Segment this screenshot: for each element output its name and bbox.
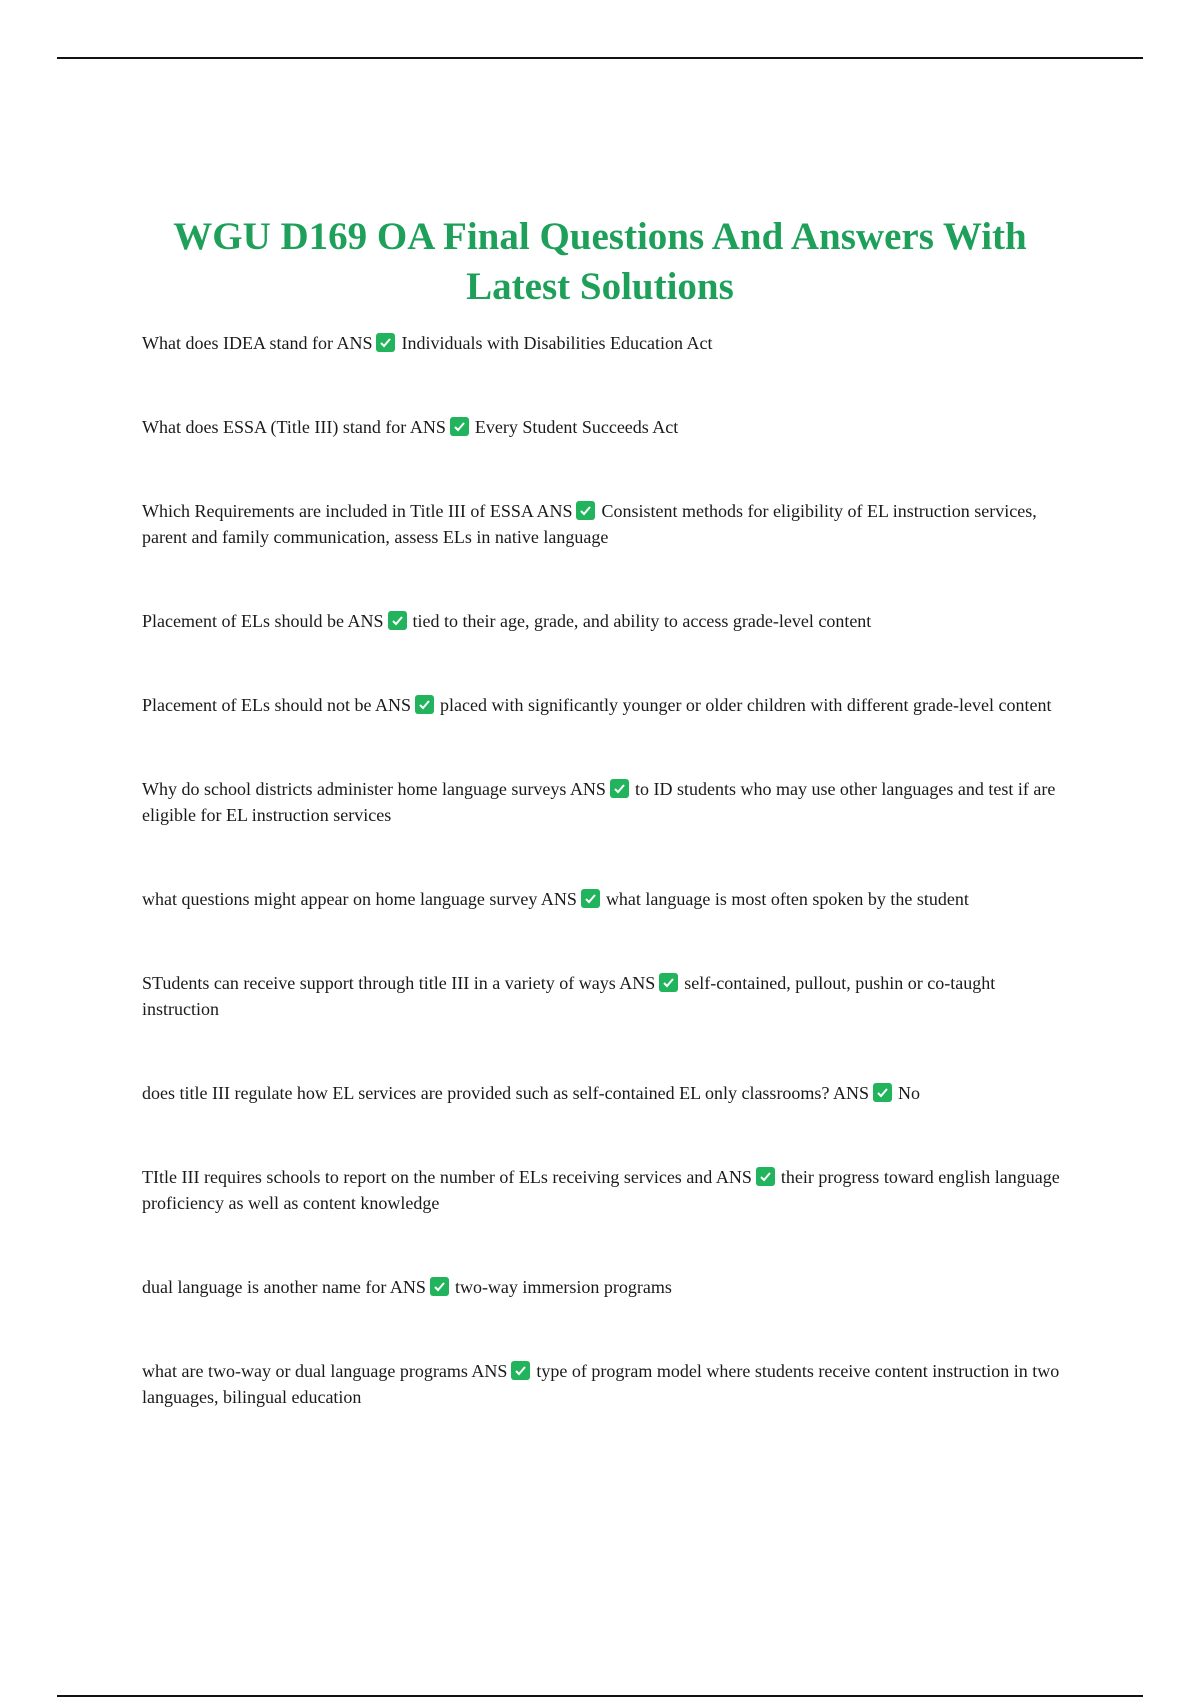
check-icon [415,695,434,714]
answer-text: tied to their age, grade, and ability to access grade-level content [412,611,872,631]
qa-item [142,886,1062,912]
check-icon [388,611,407,630]
qa-item [142,1274,1062,1300]
check-icon [581,889,600,908]
answer-marker: ANS [374,695,411,715]
qa-item [142,1164,1062,1216]
question-text: Placement of ELs should be [142,611,344,631]
answer-text: self-contained, pullout, pushin or co-taught instruction [142,973,996,1019]
question-text: What does ESSA (Title III) stand for [142,417,407,437]
check-icon [610,779,629,798]
answer-marker: ANS [389,1277,426,1297]
question-text: what are two-way or dual language programs [142,1361,468,1381]
answer-text: Every Student Succeeds Act [474,417,679,437]
answer-marker: ANS [569,779,606,799]
check-icon [873,1083,892,1102]
answer-text: what language is most often spoken by the student [605,889,969,909]
question-text: dual language is another name for [142,1277,387,1297]
question-text: Placement of ELs should not be [142,695,372,715]
check-icon [430,1277,449,1296]
question-text: What does IDEA stand for [142,333,333,353]
answer-text: Individuals with Disabilities Education Act [401,333,713,353]
answer-marker: ANS [832,1083,869,1103]
question-text: STudents can receive support through title III in a variety of ways [142,973,616,993]
question-text: Which Requirements are included in Title III of ESSA [142,501,533,521]
answer-text: No [897,1083,920,1103]
qa-item [142,414,1062,440]
check-icon [450,417,469,436]
answer-marker: ANS [619,973,656,993]
answer-marker: ANS [336,333,373,353]
question-text: does title III regulate how EL services are provided such as self-contained EL only classrooms? [142,1083,830,1103]
qa-item [142,330,1062,356]
question-text: what questions might appear on home language survey [142,889,538,909]
check-icon [576,501,595,520]
check-icon [659,973,678,992]
qa-item [142,776,1062,828]
bottom-rule [57,1695,1143,1697]
qa-item [142,1358,1062,1410]
qa-item [142,608,1062,634]
qa-item [142,970,1062,1022]
question-text: TItle III requires schools to report on the number of ELs receiving services and [142,1167,713,1187]
answer-marker: ANS [540,889,577,909]
answer-text: type of program model where students receive content instruction in two languages, bilingual education [142,1361,1060,1407]
qa-item [142,692,1062,718]
answer-marker: ANS [347,611,384,631]
check-icon [376,333,395,352]
answer-marker: ANS [715,1167,752,1187]
answer-marker: ANS [471,1361,508,1381]
qa-list [142,330,1062,1410]
question-text: Why do school districts administer home language surveys [142,779,567,799]
check-icon [756,1167,775,1186]
top-rule [57,57,1143,59]
answer-text: Consistent methods for eligibility of EL instruction services, parent and family communication, assess ELs in native language [142,501,1037,547]
answer-text: their progress toward english language proficiency as well as content knowledge [142,1167,1060,1213]
answer-marker: ANS [536,501,573,521]
qa-item [142,498,1062,550]
document-title: WGU D169 OA Final Questions And Answers With Latest Solutions [173,215,1027,308]
answer-text: to ID students who may use other languages and test if are eligible for EL instruction services [142,779,1056,825]
check-icon [511,1361,530,1380]
answer-text: placed with significantly younger or older children with different grade-level content [440,695,1052,715]
qa-item [142,1080,1062,1106]
answer-marker: ANS [409,417,446,437]
answer-text: two-way immersion programs [454,1277,672,1297]
